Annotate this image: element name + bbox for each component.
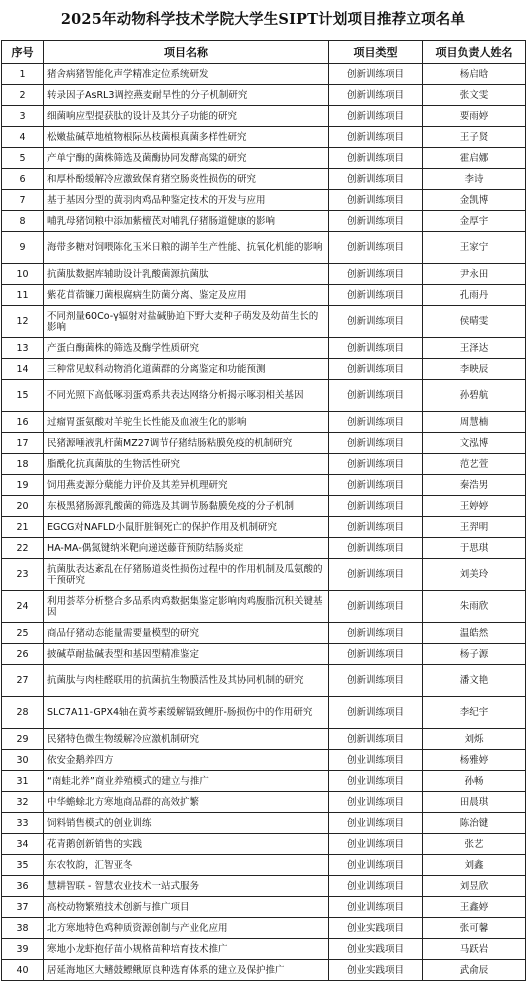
row-number: 16 <box>2 412 44 433</box>
project-type: 创新训练项目 <box>329 591 423 623</box>
table-row <box>2 729 526 750</box>
project-name: 过瘤胃蛋氨酸对羊驼生长性能及血液生化的影响 <box>44 412 329 433</box>
project-type: 创业训练项目 <box>329 834 423 855</box>
project-table <box>1 40 526 981</box>
project-leader: 李诗 <box>423 169 526 190</box>
project-name: HA-MA-偶氮键纳米靶向递送藤苷预防结肠炎症 <box>44 538 329 559</box>
project-type: 创新训练项目 <box>329 623 423 644</box>
project-leader: 杨雅婷 <box>423 750 526 771</box>
row-number: 12 <box>2 306 44 338</box>
table-row <box>2 85 526 106</box>
table-row <box>2 623 526 644</box>
project-leader: 杨启晗 <box>423 64 526 85</box>
table-row <box>2 918 526 939</box>
row-number: 24 <box>2 591 44 623</box>
row-number: 27 <box>2 665 44 697</box>
project-leader: 霍启娜 <box>423 148 526 169</box>
project-leader: 王鑫婷 <box>423 897 526 918</box>
project-type: 创新训练项目 <box>329 697 423 729</box>
table-row <box>2 148 526 169</box>
project-type: 创业实践项目 <box>329 939 423 960</box>
project-leader: 田晨琪 <box>423 792 526 813</box>
project-leader: 孙畅 <box>423 771 526 792</box>
project-name: 紫花苜蓿镰刀菌根腐病生防菌分离、鉴定及应用 <box>44 285 329 306</box>
table-row <box>2 433 526 454</box>
project-type: 创业训练项目 <box>329 813 423 834</box>
table-row <box>2 380 526 412</box>
table-row <box>2 792 526 813</box>
project-name: 民猪特色微生物缓解冷应激机制研究 <box>44 729 329 750</box>
row-number: 11 <box>2 285 44 306</box>
row-number: 31 <box>2 771 44 792</box>
project-leader: 朱雨欣 <box>423 591 526 623</box>
row-number: 3 <box>2 106 44 127</box>
row-number: 36 <box>2 876 44 897</box>
table-row <box>2 285 526 306</box>
project-name: 产蛋白酶菌株的筛选及酶学性质研究 <box>44 338 329 359</box>
table-row <box>2 855 526 876</box>
project-name: 脂酰化抗真菌肽的生物活性研究 <box>44 454 329 475</box>
project-name: 和厚朴酚缓解冷应激致保育猪空肠炎性损伤的研究 <box>44 169 329 190</box>
row-number: 8 <box>2 211 44 232</box>
table-row <box>2 412 526 433</box>
row-number: 37 <box>2 897 44 918</box>
table-row <box>2 106 526 127</box>
row-number: 21 <box>2 517 44 538</box>
table-row <box>2 127 526 148</box>
project-leader: 李映辰 <box>423 359 526 380</box>
project-type: 创新训练项目 <box>329 454 423 475</box>
row-number: 39 <box>2 939 44 960</box>
project-type: 创业训练项目 <box>329 876 423 897</box>
project-type: 创新训练项目 <box>329 232 423 264</box>
row-number: 1 <box>2 64 44 85</box>
project-leader: 张艺 <box>423 834 526 855</box>
project-name: 不同光照下高低啄羽蛋鸡系共表达网络分析揭示啄羽相关基因 <box>44 380 329 412</box>
row-number: 6 <box>2 169 44 190</box>
project-leader: 王泽达 <box>423 338 526 359</box>
project-name: 商品仔猪动态能量需要量模型的研究 <box>44 623 329 644</box>
project-type: 创新训练项目 <box>329 559 423 591</box>
project-type: 创新训练项目 <box>329 148 423 169</box>
project-type: 创新训练项目 <box>329 264 423 285</box>
project-type: 创新训练项目 <box>329 169 423 190</box>
row-number: 26 <box>2 644 44 665</box>
table-row <box>2 64 526 85</box>
project-leader: 李纪宇 <box>423 697 526 729</box>
project-name: 居延海地区大鳍鼓鳔鳅原良种选育体系的建立及保护推广 <box>44 960 329 981</box>
project-leader: 王子贤 <box>423 127 526 148</box>
project-name: 中华蟾蜍北方寒地商品群的高效扩繁 <box>44 792 329 813</box>
project-name: 猪舍病猪智能化声学精准定位系统研发 <box>44 64 329 85</box>
project-leader: 刘鑫 <box>423 855 526 876</box>
project-type: 创新训练项目 <box>329 64 423 85</box>
row-number: 22 <box>2 538 44 559</box>
project-name: 花青鹅创新销售的实践 <box>44 834 329 855</box>
project-leader: 孔雨丹 <box>423 285 526 306</box>
table-row <box>2 750 526 771</box>
project-type: 创新训练项目 <box>329 665 423 697</box>
table-row <box>2 591 526 623</box>
project-type: 创新训练项目 <box>329 380 423 412</box>
row-number: 5 <box>2 148 44 169</box>
row-number: 4 <box>2 127 44 148</box>
row-number: 38 <box>2 918 44 939</box>
project-leader: 马跃岩 <box>423 939 526 960</box>
row-number: 14 <box>2 359 44 380</box>
project-name: 利用荟萃分析整合多品系肉鸡数据集鉴定影响肉鸡腹脂沉积关键基因 <box>44 591 329 623</box>
header-row <box>2 41 526 64</box>
project-name: SLC7A11-GPX4轴在黄芩素缓解镉致鲤肝-肠损伤中的作用研究 <box>44 697 329 729</box>
row-number: 20 <box>2 496 44 517</box>
row-number: 28 <box>2 697 44 729</box>
project-name: 依安金鹅养四方 <box>44 750 329 771</box>
project-leader: 刘烁 <box>423 729 526 750</box>
table-row <box>2 517 526 538</box>
table-row <box>2 264 526 285</box>
project-leader: 范艺萱 <box>423 454 526 475</box>
project-type: 创业训练项目 <box>329 855 423 876</box>
project-type: 创新训练项目 <box>329 412 423 433</box>
project-type: 创业训练项目 <box>329 771 423 792</box>
table-row <box>2 960 526 981</box>
document-title: 2025年动物科学技术学院大学生SIPT计划项目推荐立项名单 <box>60 11 466 28</box>
project-name: 慧耕智联 - 智慧农业技术一站式服务 <box>44 876 329 897</box>
table-row <box>2 697 526 729</box>
row-number: 13 <box>2 338 44 359</box>
row-number: 17 <box>2 433 44 454</box>
project-leader: 王家宁 <box>423 232 526 264</box>
project-type: 创新训练项目 <box>329 85 423 106</box>
project-type: 创新训练项目 <box>329 338 423 359</box>
header-no: 序号 <box>2 41 44 64</box>
table-row <box>2 644 526 665</box>
project-name: 北方寒地特色鸡种质资源创制与产业化应用 <box>44 918 329 939</box>
project-name: 寒地小龙虾抱仔苗小规格苗种培育技术推广 <box>44 939 329 960</box>
project-leader: 刘美玲 <box>423 559 526 591</box>
project-name: EGCG对NAFLD小鼠肝脏铜死亡的保护作用及机制研究 <box>44 517 329 538</box>
project-name: 东极黑猪肠源乳酸菌的筛选及其调节肠黏膜免疫的分子机制 <box>44 496 329 517</box>
project-name: 哺乳母猪饲粮中添加紫檀芪对哺乳仔猪肠道健康的影响 <box>44 211 329 232</box>
table-row <box>2 169 526 190</box>
project-name: 海带多糖对饲喂陈化玉米日粮的湖羊生产性能、抗氧化机能的影响 <box>44 232 329 264</box>
project-leader: 武俞辰 <box>423 960 526 981</box>
project-type: 创新训练项目 <box>329 729 423 750</box>
header-name: 项目名称 <box>44 41 329 64</box>
row-number: 40 <box>2 960 44 981</box>
project-type: 创新训练项目 <box>329 106 423 127</box>
project-type: 创新训练项目 <box>329 538 423 559</box>
table-row <box>2 496 526 517</box>
project-name: 抗菌肽数据库辅助设计乳酸菌源抗菌肽 <box>44 264 329 285</box>
project-type: 创业实践项目 <box>329 960 423 981</box>
project-leader: 于思琪 <box>423 538 526 559</box>
project-leader: 金凯博 <box>423 190 526 211</box>
project-name: “南蛙北养”商业养殖模式的建立与推广 <box>44 771 329 792</box>
table-row <box>2 211 526 232</box>
project-leader: 尹永田 <box>423 264 526 285</box>
project-leader: 温皓然 <box>423 623 526 644</box>
project-type: 创新训练项目 <box>329 644 423 665</box>
row-number: 30 <box>2 750 44 771</box>
table-row <box>2 190 526 211</box>
project-name: 产单宁酶的菌株筛选及菌酶协同发酵高粱的研究 <box>44 148 329 169</box>
table-row <box>2 813 526 834</box>
row-number: 19 <box>2 475 44 496</box>
project-leader: 文泓博 <box>423 433 526 454</box>
project-type: 创新训练项目 <box>329 190 423 211</box>
row-number: 35 <box>2 855 44 876</box>
table-row <box>2 897 526 918</box>
table-row <box>2 359 526 380</box>
row-number: 25 <box>2 623 44 644</box>
table-row <box>2 306 526 338</box>
project-name: 基于基因分型的黄羽肉鸡品种鉴定技术的开发与应用 <box>44 190 329 211</box>
row-number: 18 <box>2 454 44 475</box>
project-name: 细菌响应型提获肽的设计及其分子功能的研究 <box>44 106 329 127</box>
project-type: 创业训练项目 <box>329 897 423 918</box>
project-leader: 潘文艳 <box>423 665 526 697</box>
table-body <box>2 64 526 981</box>
table-row <box>2 454 526 475</box>
project-leader: 张文雯 <box>423 85 526 106</box>
project-type: 创新训练项目 <box>329 475 423 496</box>
table-row <box>2 876 526 897</box>
row-number: 34 <box>2 834 44 855</box>
project-name: 转录因子AsRL3调控燕麦耐旱性的分子机制研究 <box>44 85 329 106</box>
row-number: 23 <box>2 559 44 591</box>
row-number: 2 <box>2 85 44 106</box>
table-row <box>2 939 526 960</box>
table-row <box>2 771 526 792</box>
project-type: 创新训练项目 <box>329 496 423 517</box>
project-leader: 秦浩男 <box>423 475 526 496</box>
project-leader: 杨子源 <box>423 644 526 665</box>
row-number: 7 <box>2 190 44 211</box>
row-number: 9 <box>2 232 44 264</box>
row-number: 15 <box>2 380 44 412</box>
project-name: 饲用燕麦源分蘖能力评价及其差异机理研究 <box>44 475 329 496</box>
project-name: 松嫩盐碱草地植物根际丛枝菌根真菌多样性研究 <box>44 127 329 148</box>
project-leader: 陈治键 <box>423 813 526 834</box>
project-name: 披碱草耐盐碱表型和基因型精准鉴定 <box>44 644 329 665</box>
project-type: 创新训练项目 <box>329 127 423 148</box>
project-name: 民猪源唾液乳杆菌MZ27调节仔猪结肠粘膜免疫的机制研究 <box>44 433 329 454</box>
project-name: 不同剂量60Co-γ辐射对盐碱胁迫下野大麦种子萌发及幼苗生长的影响 <box>44 306 329 338</box>
row-number: 29 <box>2 729 44 750</box>
row-number: 32 <box>2 792 44 813</box>
table-row <box>2 338 526 359</box>
header-type: 项目类型 <box>329 41 423 64</box>
project-leader: 周慧楠 <box>423 412 526 433</box>
project-leader: 金厚宇 <box>423 211 526 232</box>
row-number: 33 <box>2 813 44 834</box>
table-row <box>2 665 526 697</box>
project-name: 抗菌肽表达紊乱在仔猪肠道炎性损伤过程中的作用机制及瓜氨酸的干预研究 <box>44 559 329 591</box>
project-leader: 王羿明 <box>423 517 526 538</box>
project-leader: 侯晴雯 <box>423 306 526 338</box>
table-row <box>2 834 526 855</box>
project-name: 饲料销售模式的创业训练 <box>44 813 329 834</box>
header-leader: 项目负责人姓名 <box>423 41 526 64</box>
project-type: 创业实践项目 <box>329 918 423 939</box>
project-type: 创业训练项目 <box>329 792 423 813</box>
project-name: 东农牧韵，汇智亚冬 <box>44 855 329 876</box>
project-name: 抗菌肽与肉桂醛联用的抗菌抗生物膜活性及其协同机制的研究 <box>44 665 329 697</box>
project-leader: 刘昱欣 <box>423 876 526 897</box>
row-number: 10 <box>2 264 44 285</box>
project-leader: 孙碧航 <box>423 380 526 412</box>
project-type: 创新训练项目 <box>329 211 423 232</box>
project-type: 创新训练项目 <box>329 285 423 306</box>
table-row <box>2 232 526 264</box>
table-row <box>2 538 526 559</box>
table-row <box>2 559 526 591</box>
project-type: 创业训练项目 <box>329 750 423 771</box>
project-type: 创新训练项目 <box>329 433 423 454</box>
table-row <box>2 475 526 496</box>
project-leader: 王婷婷 <box>423 496 526 517</box>
project-type: 创新训练项目 <box>329 517 423 538</box>
project-name: 三种常见蚁科动物消化道菌群的分离鉴定和功能预测 <box>44 359 329 380</box>
project-leader: 张可馨 <box>423 918 526 939</box>
project-type: 创新训练项目 <box>329 359 423 380</box>
project-name: 高校动物繁殖技术创新与推广项目 <box>44 897 329 918</box>
project-leader: 要雨婷 <box>423 106 526 127</box>
project-type: 创新训练项目 <box>329 306 423 338</box>
